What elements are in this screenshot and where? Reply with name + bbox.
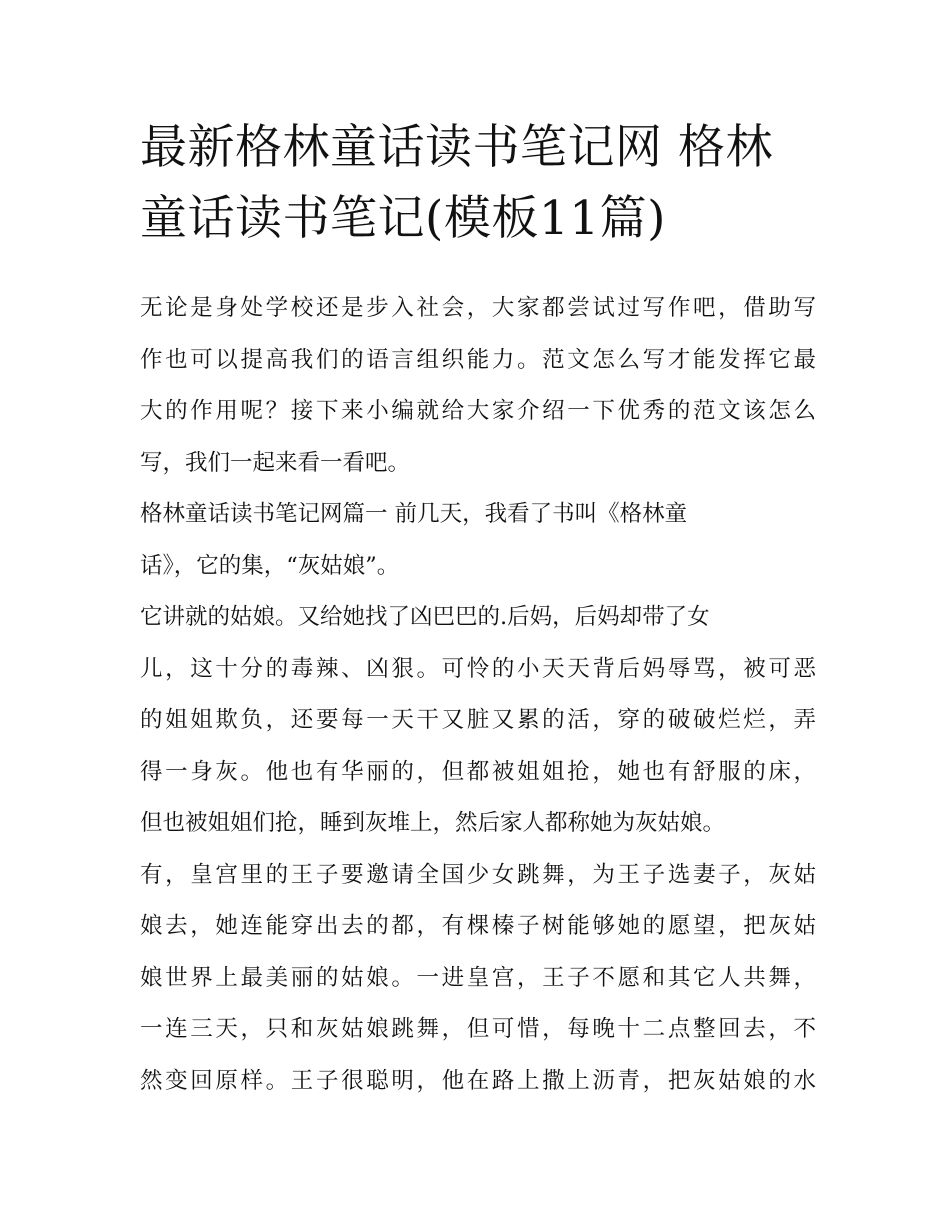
title-line: 最新格林童话读书笔记网 格林 <box>140 120 773 175</box>
body-line: 一连三天，只和灰姑娘跳舞，但可惜，每晚十二点整回去，不 <box>140 1016 816 1042</box>
body-line: 作也可以提高我们的语言组织能力。范文怎么写才能发挥它最 <box>140 346 816 373</box>
body-line: 娘去，她连能穿出去的都，有棵榛子树能够她的愿望，把灰姑 <box>140 913 816 939</box>
body-line: 娘世界上最美丽的姑娘。一进皇宫，王子不愿和其它人共舞， <box>140 964 816 991</box>
document-body <box>140 283 816 1107</box>
title-line: 童话读书笔记(模板11篇) <box>140 191 666 246</box>
body-line: 有，皇宫里的王子要邀请全国少女跳舞，为王子选妻子，灰姑 <box>140 861 816 888</box>
body-line: 的姐姐欺负，还要每一天干又脏又累的活，穿的破破烂烂，弄 <box>140 707 816 733</box>
body-line: 无论是身处学校还是步入社会，大家都尝试过写作吧，借助写 <box>140 295 816 321</box>
body-line: 它讲就的姑娘。又给她找了凶巴巴的.后妈，后妈却带了女 <box>140 604 710 630</box>
body-line: 但也被姐姐们抢，睡到灰堆上，然后家人都称她为灰姑娘。 <box>140 810 726 836</box>
body-line: 写，我们一起来看一看吧。 <box>140 449 411 476</box>
body-line: 大的作用呢？接下来小编就给大家介绍一下优秀的范文该怎么 <box>140 398 816 424</box>
body-line: 格林童话读书笔记网篇一 前几天，我看了书叫《格林童 <box>140 501 688 527</box>
body-line: 然变回原样。王子很聪明，他在路上撒上沥青，把灰姑娘的水 <box>140 1067 816 1094</box>
document-title <box>140 112 820 254</box>
body-line: 得一身灰。他也有华丽的，但都被姐姐抢，她也有舒服的床， <box>140 758 816 785</box>
body-line: 话》，它的集，“灰姑娘”。 <box>140 552 400 579</box>
body-line: 儿，这十分的毒辣、凶狠。可怜的小天天背后妈辱骂，被可恶 <box>140 655 816 682</box>
